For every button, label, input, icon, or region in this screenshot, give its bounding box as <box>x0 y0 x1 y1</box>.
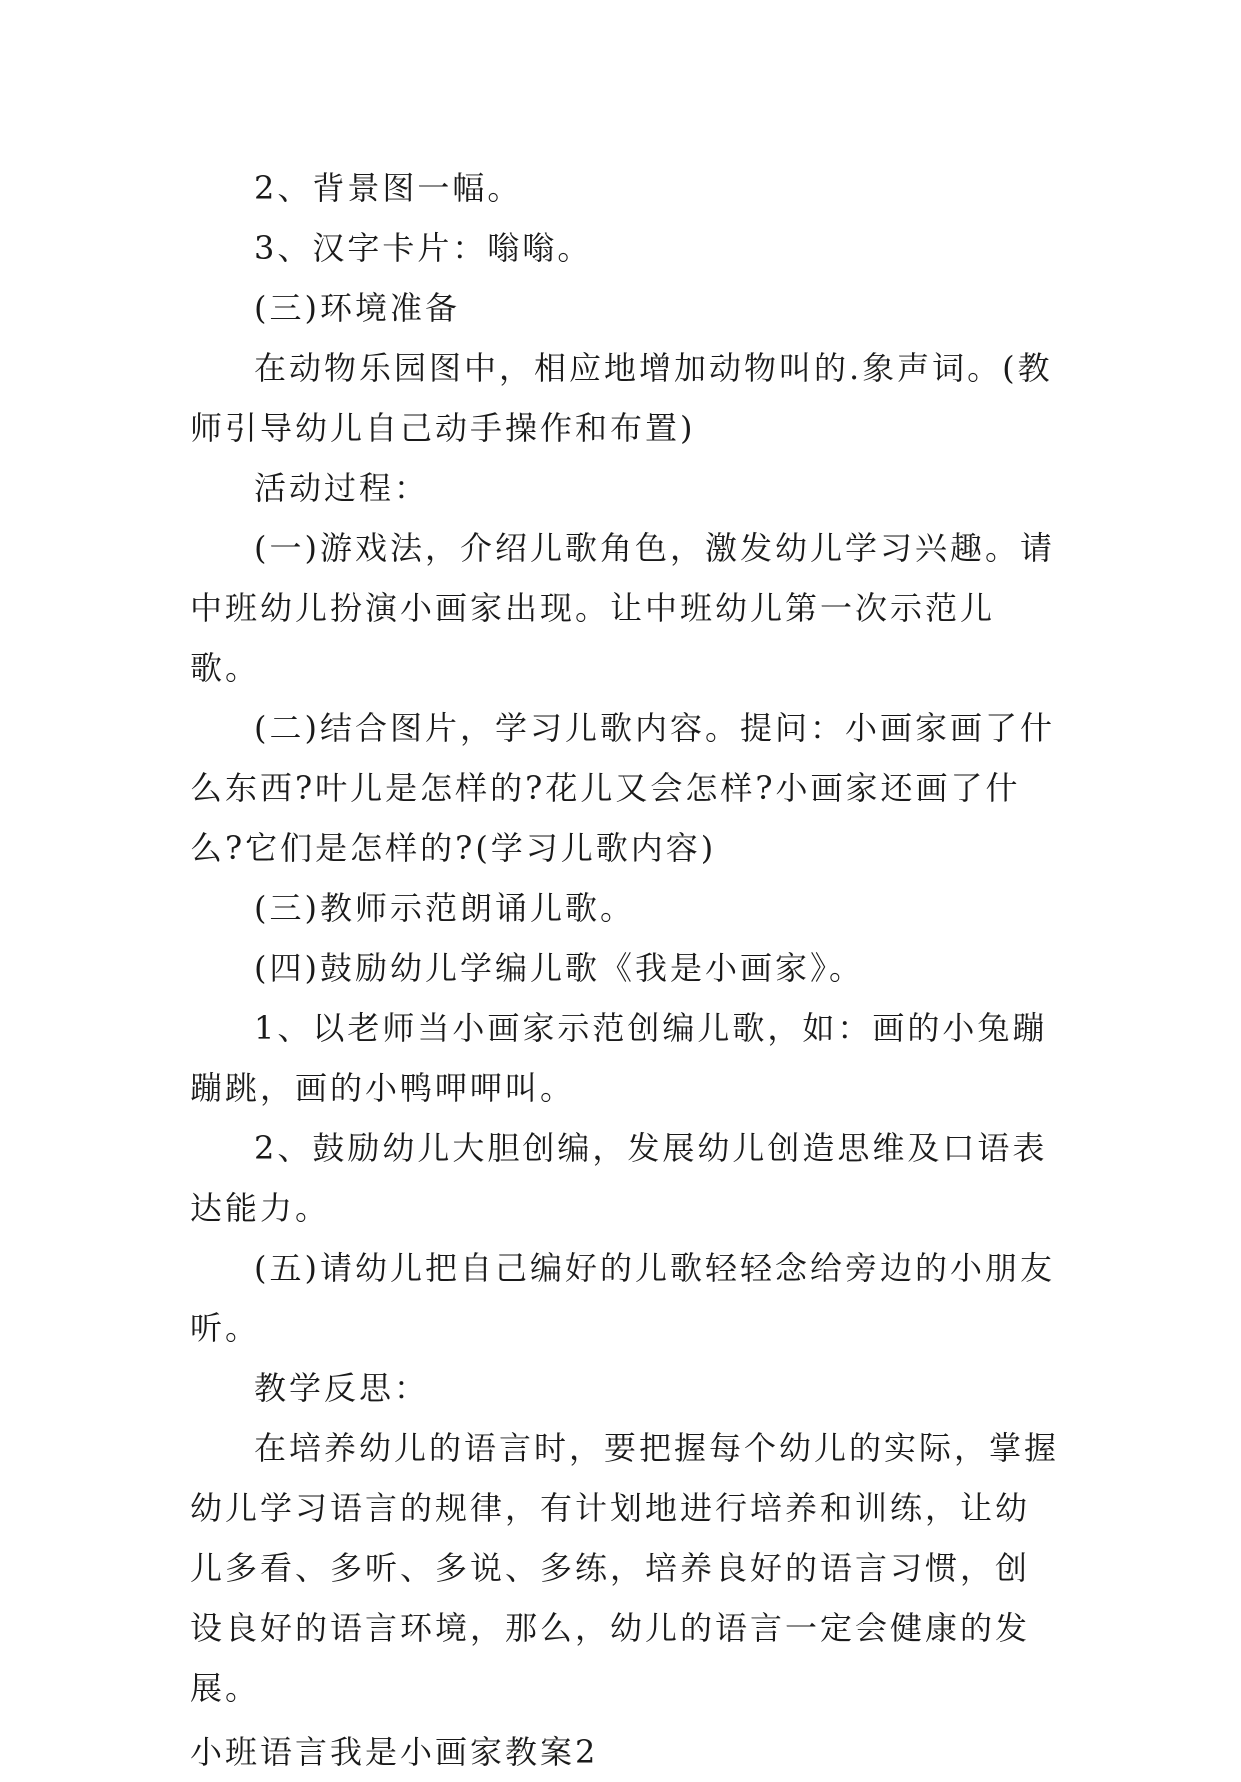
paragraph-step-1: (一)游戏法，介绍儿歌角色，激发幼儿学习兴趣。请中班幼儿扮演小画家出现。让中班幼儿第一次示范儿歌。 <box>190 529 1055 687</box>
paragraph-step-5: (五)请幼儿把自己编好的儿歌轻轻念给旁边的小朋友听。 <box>190 1249 1055 1347</box>
paragraph-step-4: (四)鼓励幼儿学编儿歌《我是小画家》。 <box>254 949 864 987</box>
paragraph-step-3: (三)教师示范朗诵儿歌。 <box>254 889 635 927</box>
section-title: 小班语言我是小画家教案2 <box>190 1733 599 1771</box>
paragraph-reflection-body: 在培养幼儿的语言时，要把握每个幼儿的实际，掌握幼儿学习语言的规律，有计划地进行培养和训练，让幼儿多看、多听、多说、多练，培养良好的语言习惯，创设良好的语言环境，那么，幼儿的语言一定会健康的发展。 <box>190 1429 1060 1707</box>
paragraph-reflection-heading: 教学反思： <box>254 1369 430 1407</box>
paragraph-process-heading: 活动过程： <box>254 469 430 507</box>
paragraph-step-4-item-2: 2、鼓励幼儿大胆创编，发展幼儿创造思维及口语表达能力。 <box>190 1129 1048 1227</box>
paragraph-environment-heading: (三)环境准备 <box>254 289 460 327</box>
paragraph-material-3: 3、汉字卡片：嗡嗡。 <box>254 229 593 267</box>
paragraph-material-2: 2、背景图一幅。 <box>254 169 523 207</box>
paragraph-step-2: (二)结合图片，学习儿歌内容。提问：小画家画了什么东西?叶儿是怎样的?花儿又会怎样?小画家还画了什么?它们是怎样的?(学习儿歌内容) <box>190 709 1055 867</box>
paragraph-environment-body: 在动物乐园图中，相应地增加动物叫的.象声词。(教师引导幼儿自己动手操作和布置) <box>190 349 1053 447</box>
document-body <box>190 158 1060 1782</box>
paragraph-step-4-item-1: 1、以老师当小画家示范创编儿歌，如：画的小兔蹦蹦跳，画的小鸭呷呷叫。 <box>190 1009 1048 1107</box>
